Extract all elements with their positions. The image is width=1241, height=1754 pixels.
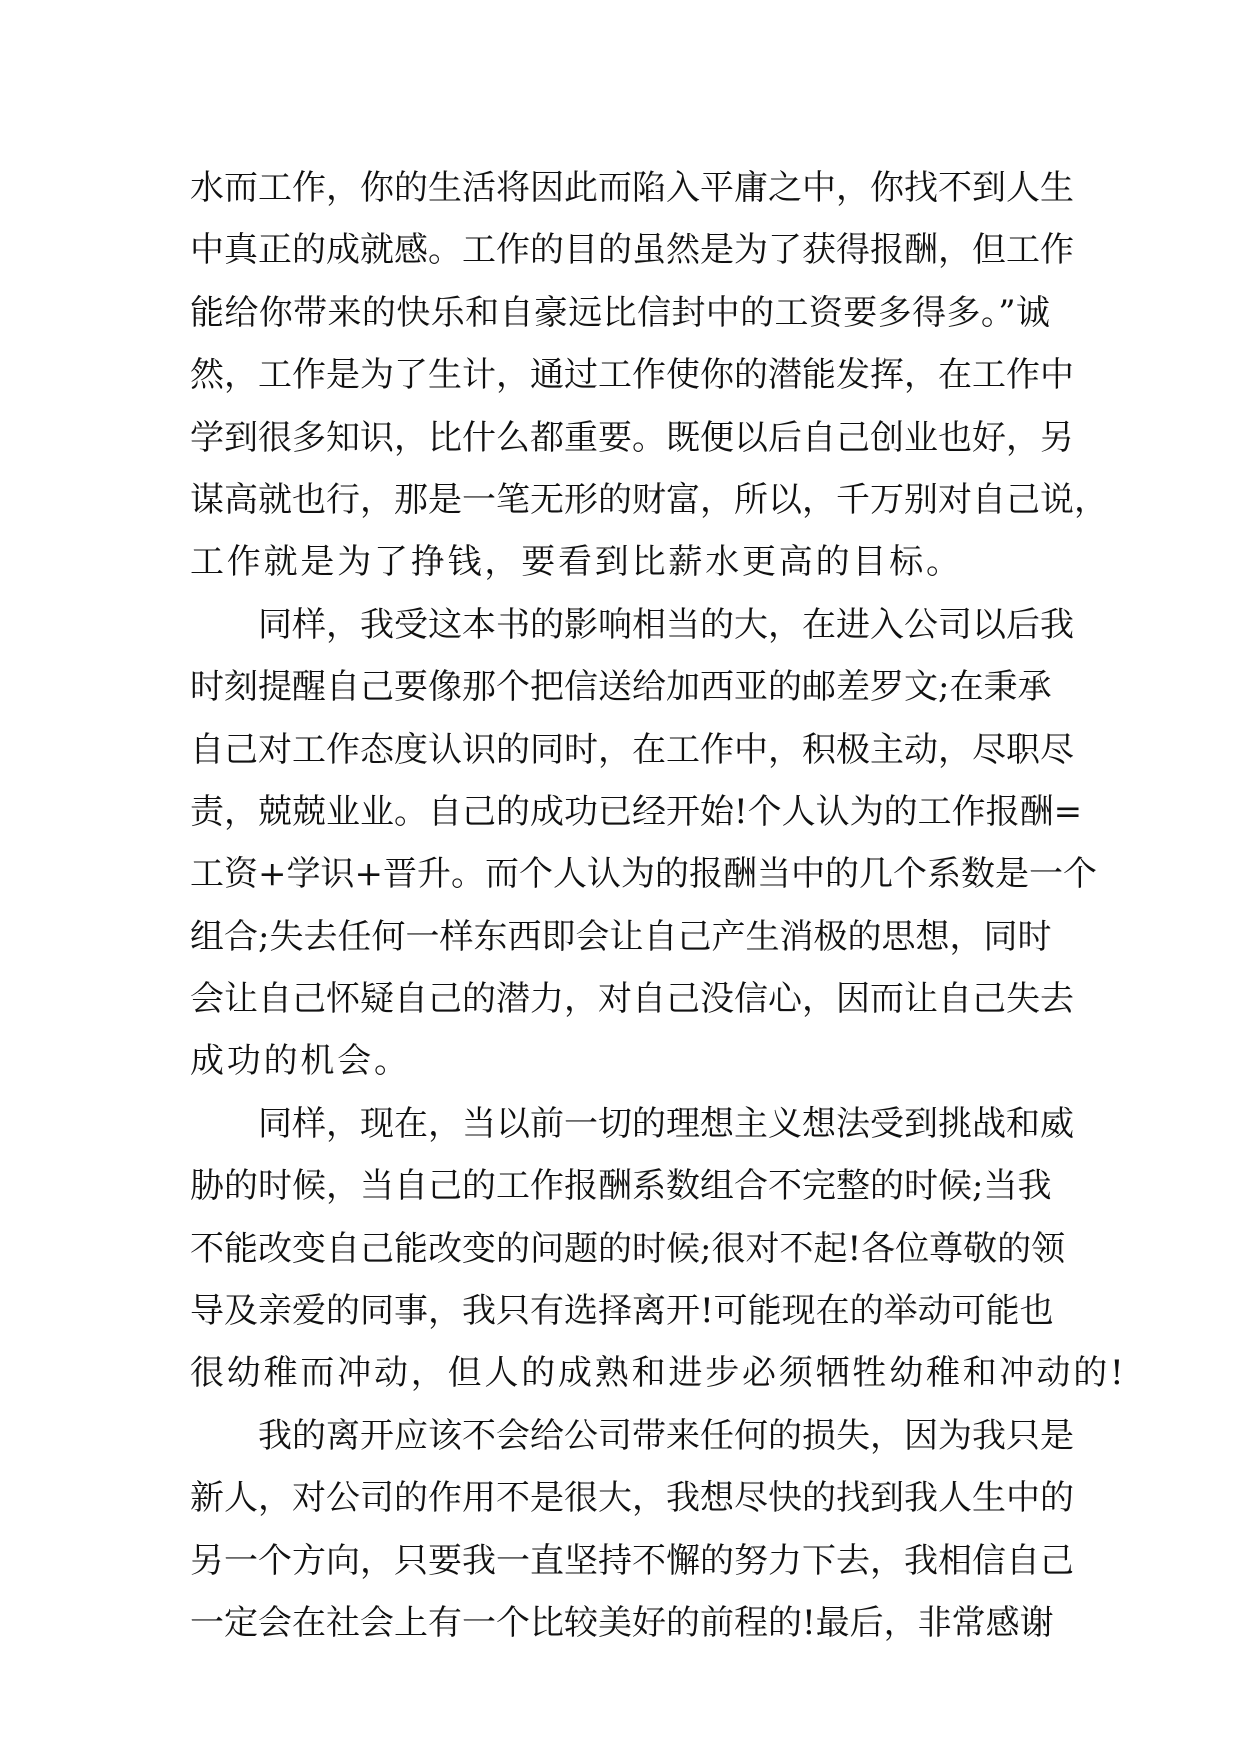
text-line: 自己对工作态度认识的同时，在工作中，积极主动，尽职尽 [190,729,1074,770]
text-line: 责，兢兢业业。自己的成功已经开始!个人认为的工作报酬= [190,791,1083,832]
text-line: 能给你带来的快乐和自豪远比信封中的工资要多得多。”诚 [190,292,1050,333]
text-line: 然，工作是为了生计，通过工作使你的潜能发挥，在工作中 [190,355,1074,396]
text-line: 谋高就也行，那是一笔无形的财富，所以，千万别对自己说， [190,479,1108,520]
text-line: 工资+学识+晋升。而个人认为的报酬当中的几个系数是一个 [190,854,1097,895]
text-line: 中真正的成就感。工作的目的虽然是为了获得报酬，但工作 [190,230,1074,271]
paragraph-first-line: 同样，我受这本书的影响相当的大，在进入公司以后我 [258,604,1074,645]
text-line: 不能改变自己能改变的问题的时候;很对不起!各位尊敬的领 [190,1228,1066,1269]
text-line: 新人，对公司的作用不是很大，我想尽快的找到我人生中的 [190,1478,1074,1519]
text-line: 胁的时候，当自己的工作报酬系数组合不完整的时候;当我 [190,1166,1052,1207]
text-line: 另一个方向，只要我一直坚持不懈的努力下去，我相信自己 [190,1540,1074,1581]
text-line: 时刻提醒自己要像那个把信送给加西亚的邮差罗文;在秉承 [190,667,1052,708]
text-line: 组合;失去任何一样东西即会让自己产生消极的思想，同时 [190,916,1052,957]
paragraph-first-line: 同样，现在，当以前一切的理想主义想法受到挑战和威 [258,1103,1074,1144]
body-text [190,157,1127,1654]
text-line: 导及亲爱的同事，我只有选择离开!可能现在的举动可能也 [190,1291,1054,1332]
text-line: 工作就是为了挣钱，要看到比薪水更高的目标。 [190,542,963,583]
text-line: 会让自己怀疑自己的潜力，对自己没信心，因而让自己失去 [190,979,1074,1020]
text-line: 一定会在社会上有一个比较美好的前程的!最后，非常感谢 [190,1602,1054,1643]
text-line: 成功的机会。 [190,1041,411,1082]
text-line: 水而工作，你的生活将因此而陷入平庸之中，你找不到人生 [190,168,1074,208]
paragraph-first-line: 我的离开应该不会给公司带来任何的损失，因为我只是 [258,1415,1074,1456]
text-line: 学到很多知识，比什么都重要。既便以后自己创业也好，另 [190,417,1074,458]
text-line: 很幼稚而冲动，但人的成熟和进步必须牺牲幼稚和冲动的! [190,1353,1127,1394]
